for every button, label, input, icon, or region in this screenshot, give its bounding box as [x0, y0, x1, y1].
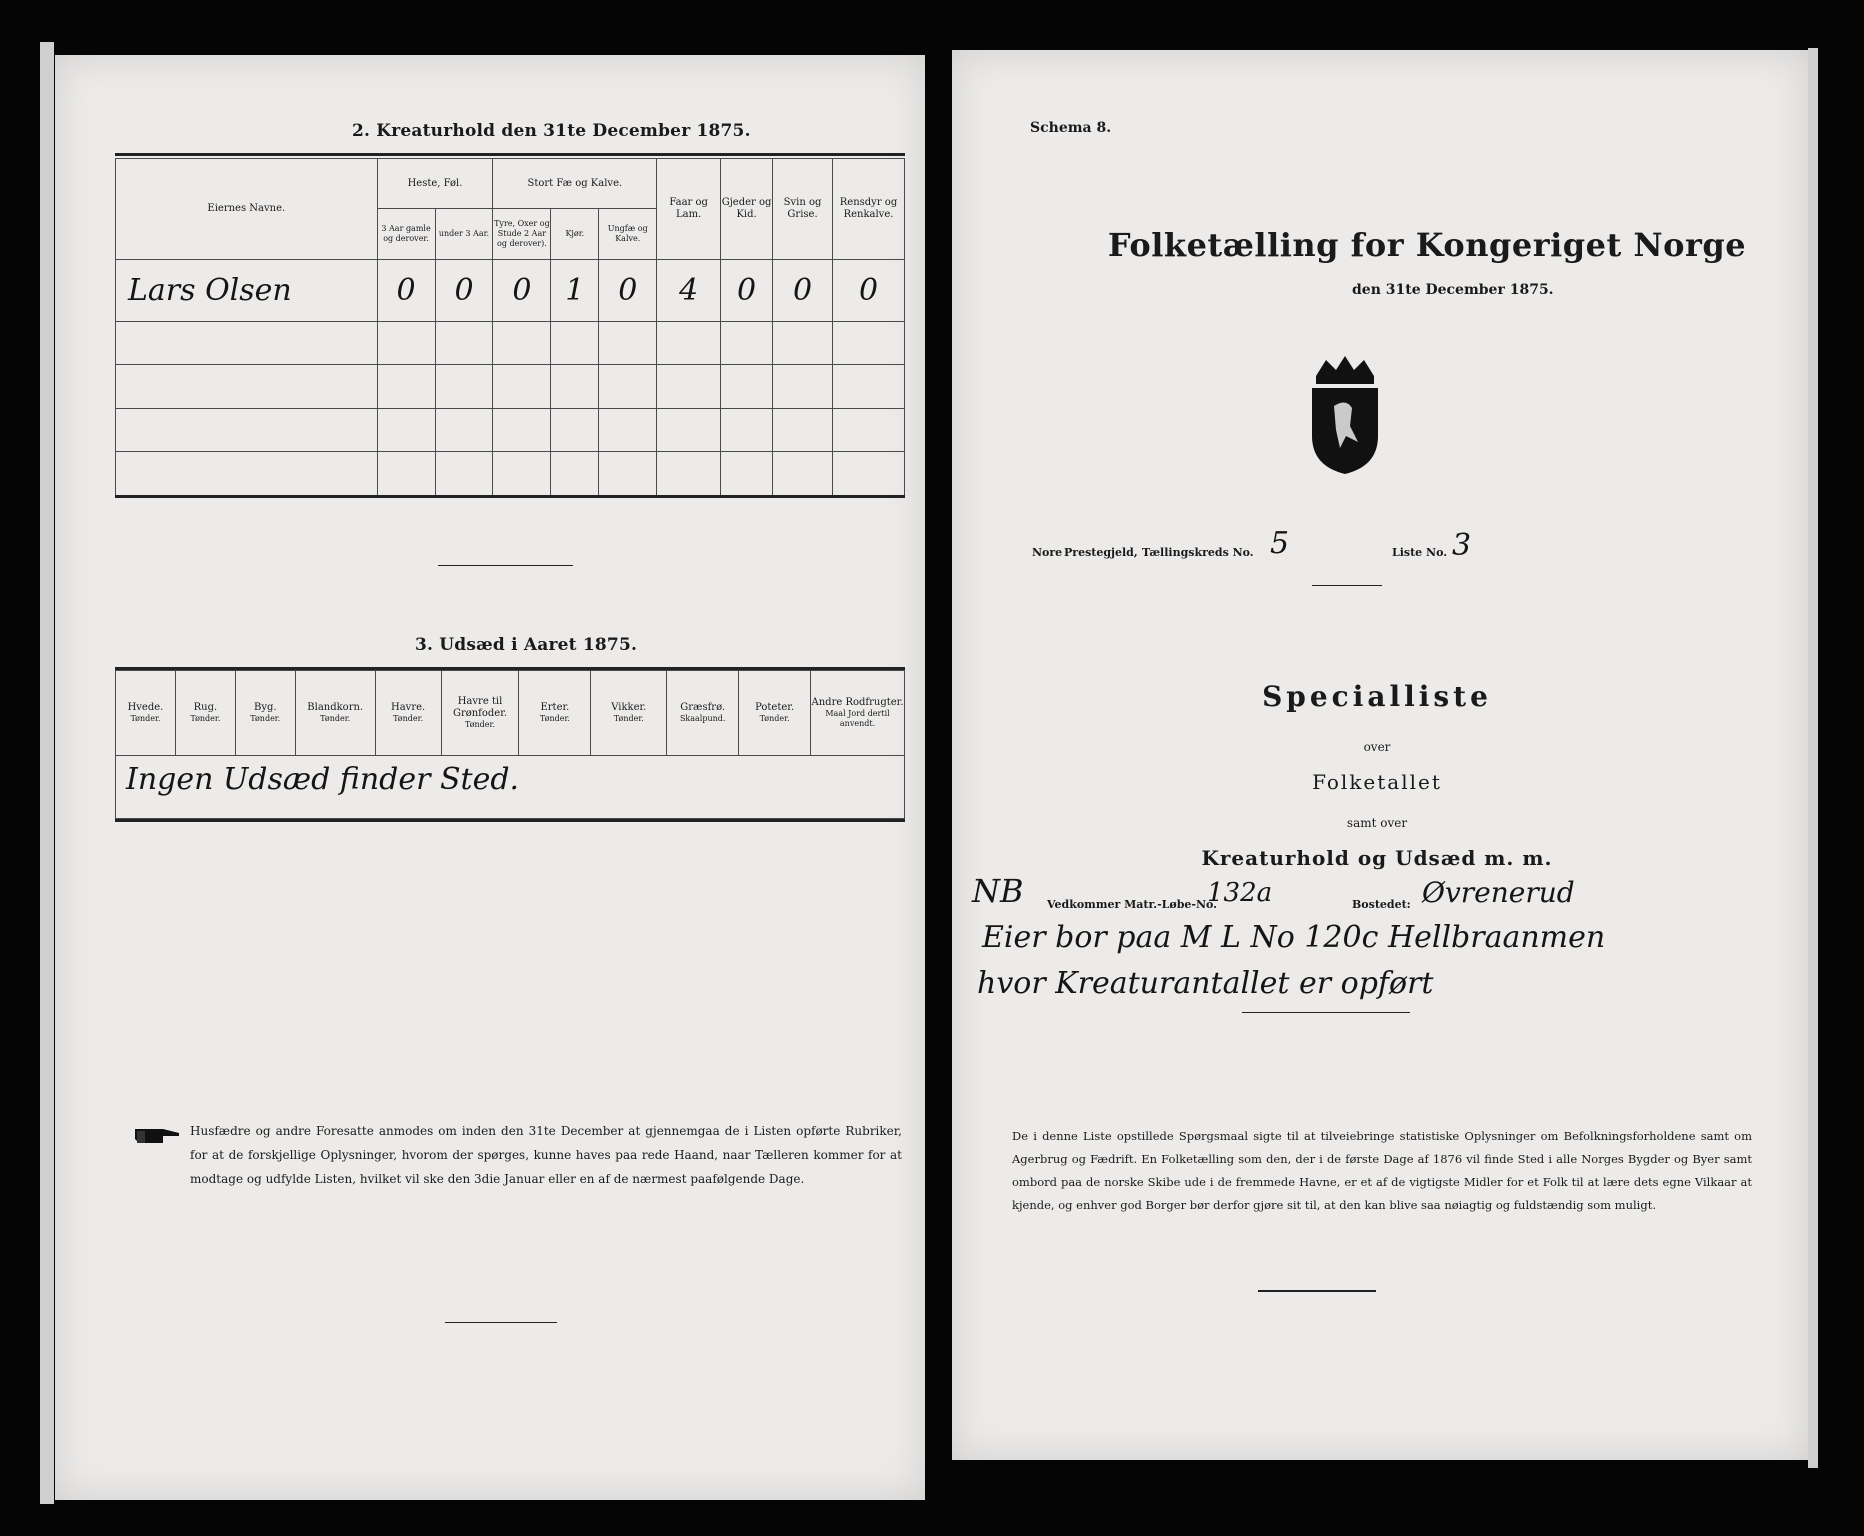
matr-label: Vedkommer Matr.-Løbe-No. — [1047, 898, 1217, 911]
page-stack-edge-right — [1808, 48, 1818, 1468]
prestegjeld-value: Nore — [1032, 546, 1063, 559]
table-row — [116, 321, 905, 365]
seed-col-graesfro: Græsfrø. Skaalpund. — [667, 671, 739, 756]
value-cell: 0 — [721, 259, 773, 321]
note-line-2: hvor Kreaturantallet er opført — [977, 966, 1434, 1001]
value-cell: 4 — [657, 259, 721, 321]
seed-col-hvede: Hvede. Tønder. — [116, 671, 176, 756]
krets-value: 5 — [1270, 526, 1290, 561]
table-row — [116, 259, 905, 321]
seed-row-cell — [116, 756, 905, 819]
value-cell: 0 — [435, 259, 493, 321]
date-line: den 31te December 1875. — [1352, 282, 1554, 298]
separator — [438, 565, 573, 566]
folketallet: Folketallet — [1312, 770, 1442, 794]
matr-value: 132a — [1207, 878, 1273, 908]
left-page — [55, 55, 925, 1500]
col-owner-header: Eiernes Navne. — [116, 159, 378, 260]
nb-marker: NB — [972, 872, 1024, 910]
col-horses-b: under 3 Aar. — [435, 209, 493, 259]
seed-col-byg: Byg. Tønder. — [235, 671, 295, 756]
main-title: Folketælling for Kongeriget Norge — [1107, 226, 1747, 264]
value-cell: 0 — [832, 259, 904, 321]
seed-col-blandkorn: Blandkorn. Tønder. — [295, 671, 375, 756]
page-stack-edge-left — [40, 42, 54, 1504]
col-cattle-a: Tyre, Oxer og Stude 2 Aar og derover). — [493, 209, 551, 259]
col-horses-a: 3 Aar gamle og derover. — [377, 209, 435, 259]
specialliste-title: Specialliste — [1262, 680, 1492, 713]
separator — [1242, 1012, 1410, 1013]
seed-col-poteter: Poteter. Tønder. — [739, 671, 811, 756]
liste-label: Liste No. — [1392, 546, 1448, 559]
table-row — [116, 452, 905, 496]
pointing-hand-icon — [133, 1123, 183, 1147]
livestock-table — [115, 158, 905, 496]
samt-over: samt over — [1346, 816, 1408, 830]
value-cell: 0 — [773, 259, 833, 321]
bosted-label: Bostedet: — [1352, 898, 1411, 911]
owner-cell: Lars Olsen — [116, 259, 378, 321]
value-cell: 0 — [599, 259, 657, 321]
col-pigs-header: Svin og Grise. — [773, 159, 833, 260]
col-horses-header: Heste, Føl. — [377, 159, 493, 209]
prestegjeld-label: Prestegjeld, — [1064, 546, 1138, 559]
liste-value: 3 — [1452, 528, 1472, 563]
seed-table — [115, 670, 905, 819]
value-cell: 0 — [493, 259, 551, 321]
seed-col-andre: Andre Rodfrugter. Maal Jord dertil anvendt. — [811, 671, 905, 756]
notice-text: Husfædre og andre Foresatte anmodes om inden den 31te December at gjennemgaa de i Listen opførte Rubriker, for at de forskjellige Oplysninger, hvorom der spørges, kunne haves paa rede Haand, naar Tælleren kommer for at modtage og udfylde Listen, hvilket vil ske den 3die Januar eller en af de nærmest paafølgende Dage. — [190, 1124, 902, 1186]
seed-row-text: Ingen Udsæd finder Sted. — [126, 762, 520, 798]
table-row — [116, 408, 905, 452]
section2-title: 2. Kreaturhold den 31te December 1875. — [352, 121, 751, 141]
rule-bottom-seed — [115, 819, 905, 822]
separator — [445, 1322, 557, 1323]
col-goats-header: Gjeder og Kid. — [721, 159, 773, 260]
seed-col-erter: Erter. Tønder. — [519, 671, 591, 756]
col-cattle-header: Stort Fæ og Kalve. — [493, 159, 657, 209]
seed-col-rug: Rug. Tønder. — [175, 671, 235, 756]
col-reindeer-header: Rensdyr og Renkalve. — [832, 159, 904, 260]
note-line-1: Eier bor paa M L No 120c Hellbraanmen — [982, 920, 1606, 955]
col-cattle-b: Kjør. — [551, 209, 599, 259]
rule-top — [115, 153, 905, 156]
seed-col-havre-gronfoder: Havre til Grønfoder. Tønder. — [441, 671, 519, 756]
col-sheep-header: Faar og Lam. — [657, 159, 721, 260]
value-cell: 1 — [551, 259, 599, 321]
col-cattle-c: Ungfæ og Kalve. — [599, 209, 657, 259]
table-row — [116, 365, 905, 409]
intro-paragraph: De i denne Liste opstillede Spørgsmaal sigte til at tilveiebringe statistiske Oplysninger om Befolkningsforholdene samt om Agerbrug og Fædrift. En Folketælling som den, der i de første Dage af 1876 vil finde Sted i alle Norges Bygder og Byer samt ombord paa de norske Skibe ude i de fremmede Havne, er et af de vigtigste Midler for et Folk til at lære dets egne Vilkaar at kjende, og enhver god Borger bør derfor gjøre sit til, at den kan blive saa nøiagtig og fuldstændig som muligt. — [1012, 1129, 1752, 1212]
separator — [1258, 1290, 1376, 1292]
schema-label: Schema 8. — [1030, 120, 1112, 136]
section3-title: 3. Udsæd i Aaret 1875. — [415, 635, 638, 655]
bosted-value: Øvrenerud — [1422, 876, 1575, 909]
kreaturhold-title: Kreaturhold og Udsæd m. m. — [1201, 846, 1553, 870]
krets-label: Tællingskreds No. — [1142, 546, 1254, 559]
coat-of-arms-seal — [1306, 356, 1384, 476]
right-page — [952, 50, 1808, 1460]
rule-bottom-livestock — [115, 495, 905, 498]
value-cell: 0 — [377, 259, 435, 321]
table-row — [116, 756, 905, 819]
seed-col-vikker: Vikker. Tønder. — [591, 671, 667, 756]
seed-col-havre: Havre. Tønder. — [375, 671, 441, 756]
separator — [1312, 585, 1382, 586]
over-1: over — [1363, 740, 1391, 754]
